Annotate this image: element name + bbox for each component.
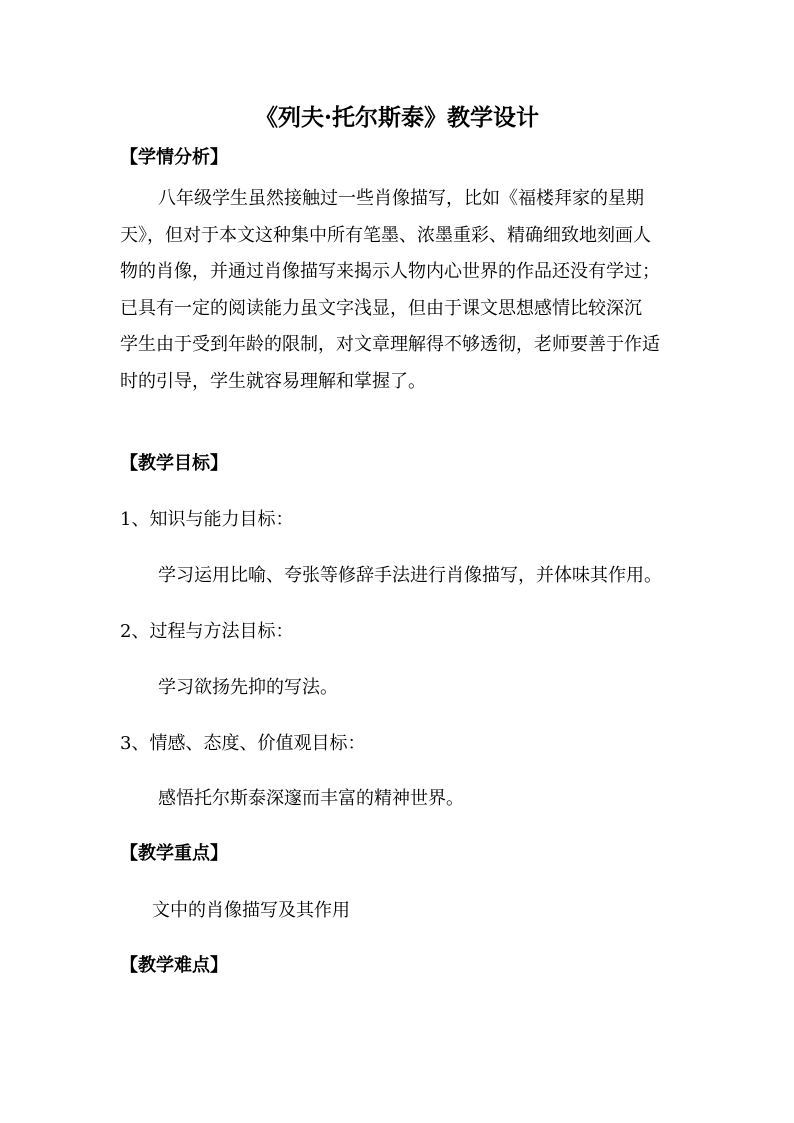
section-heading-analysis: 【学情分析】 bbox=[120, 147, 228, 168]
goal-label: 1、知识与能力目标： bbox=[120, 509, 294, 530]
section-heading-key-points: 【教学重点】 bbox=[120, 843, 228, 864]
section-heading-difficulties: 【教学难点】 bbox=[120, 955, 228, 976]
goal-label: 3、情感、态度、价值观目标： bbox=[120, 733, 366, 754]
document-title: 《列夫·托尔斯泰》教学设计 bbox=[254, 104, 539, 131]
goal-detail: 学习运用比喻、夸张等修辞手法进行肖像描写，并体味其作用。 bbox=[158, 565, 662, 586]
analysis-line: 天》，但对于本文这种集中所有笔墨、浓墨重彩、精确细致地刻画人 bbox=[120, 224, 651, 246]
analysis-line: 已具有一定的阅读能力虽文字浅显，但由于课文思想感情比较深沉 bbox=[120, 297, 642, 319]
analysis-line: 物的肖像，并通过肖像描写来揭示人物内心世界的作品还没有学过； bbox=[120, 261, 660, 283]
goal-detail: 学习欲扬先抑的写法。 bbox=[158, 677, 338, 698]
section-heading-goals: 【教学目标】 bbox=[120, 453, 228, 474]
goal-detail: 感悟托尔斯泰深邃而丰富的精神世界。 bbox=[158, 788, 464, 809]
key-points-text: 文中的肖像描写及其作用 bbox=[152, 900, 350, 921]
analysis-line: 八年级学生虽然接触过一些肖像描写，比如《福楼拜家的星期 bbox=[158, 188, 644, 209]
analysis-paragraph bbox=[120, 181, 680, 401]
analysis-line: 时的引导，学生就容易理解和掌握了。 bbox=[120, 370, 426, 392]
goal-label: 2、过程与方法目标： bbox=[120, 621, 294, 642]
analysis-line: 学生由于受到年龄的限制，对文章理解得不够透彻，老师要善于作适 bbox=[120, 334, 660, 356]
